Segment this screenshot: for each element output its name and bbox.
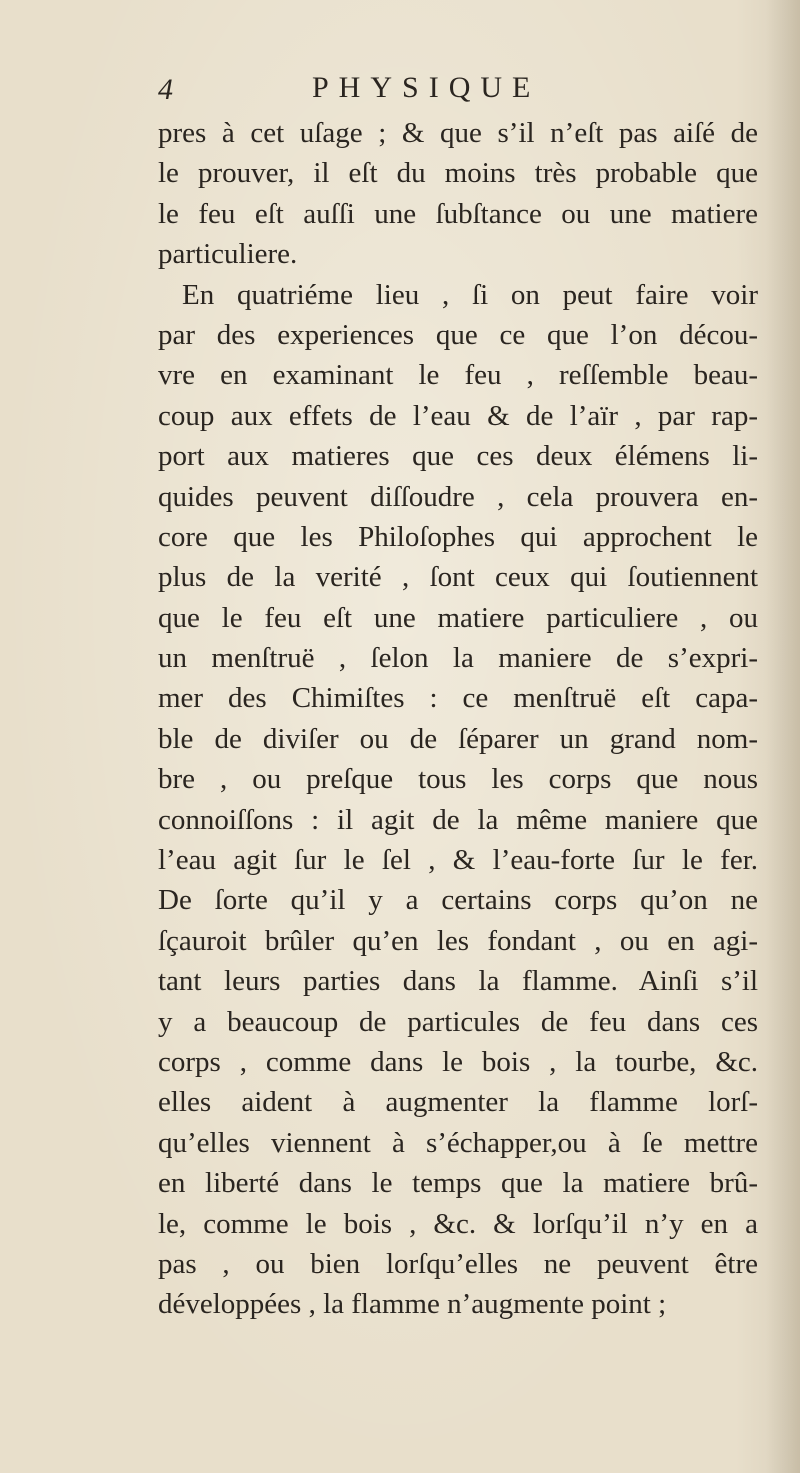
text-line: De ſorte qu’il y a certains corps qu’on ne bbox=[158, 884, 758, 917]
text-line: plus de la verité , ſont ceux qui ſoutiennent bbox=[158, 561, 758, 594]
text-line: En quatriéme lieu , ſi on peut faire voir bbox=[182, 278, 758, 311]
text-line: mer des Chimiſtes : ce menſtruë eſt capa- bbox=[158, 682, 758, 715]
text-line: ſçauroit brûler qu’en les fondant , ou en agi- bbox=[158, 924, 758, 957]
text-line: elles aident à augmenter la flamme lorſ- bbox=[158, 1086, 758, 1119]
text-line: connoiſſons : il agit de la même maniere que bbox=[158, 803, 758, 836]
text-line: bre , ou preſque tous les corps que nous bbox=[158, 763, 758, 796]
text-line: un menſtruë , ſelon la maniere de s’expri- bbox=[158, 642, 758, 675]
page-number: 4 bbox=[158, 73, 173, 106]
body-text bbox=[158, 113, 758, 1325]
text-line: particuliere. bbox=[158, 238, 298, 271]
text-line: coup aux effets de l’eau & de l’aïr , par rap- bbox=[158, 399, 758, 432]
running-head: PHYSIQUE bbox=[312, 71, 541, 104]
text-line: par des experiences que ce que l’on décou- bbox=[158, 318, 758, 351]
text-line: port aux matieres que ces deux élémens li- bbox=[158, 440, 758, 473]
text-line: ble de diviſer ou de ſéparer un grand nom- bbox=[158, 722, 758, 755]
text-line: quides peuvent diſſoudre , cela prouvera en- bbox=[158, 480, 758, 513]
text-line: le prouver, il eſt du moins très probable que bbox=[158, 157, 758, 190]
page-header bbox=[158, 70, 598, 114]
text-line: tant leurs parties dans la flamme. Ainſi s’il bbox=[158, 965, 758, 998]
text-line: développées , la flamme n’augmente point ; bbox=[158, 1288, 667, 1321]
text-line: core que les Philoſophes qui approchent le bbox=[158, 520, 758, 553]
text-line: en liberté dans le temps que la matiere brû- bbox=[158, 1167, 758, 1200]
text-line: pas , ou bien lorſqu’elles ne peuvent être bbox=[158, 1247, 758, 1280]
text-line: l’eau agit ſur le ſel , & l’eau-forte ſur le fer. bbox=[158, 844, 758, 877]
text-line: vre en examinant le feu , reſſemble beau- bbox=[158, 359, 758, 392]
text-line: le, comme le bois , &c. & lorſqu’il n’y en a bbox=[158, 1207, 758, 1240]
text-line: le feu eſt auſſi une ſubſtance ou une matiere bbox=[158, 197, 758, 230]
text-line: y a beaucoup de particules de feu dans ces bbox=[158, 1005, 758, 1038]
text-line: que le feu eſt une matiere particuliere , ou bbox=[158, 601, 758, 634]
text-line: pres à cet uſage ; & que s’il n’eſt pas aiſé de bbox=[158, 117, 758, 149]
text-line: qu’elles viennent à s’échapper,ou à ſe mettre bbox=[158, 1126, 758, 1159]
page-edge-shadow bbox=[766, 0, 800, 1473]
text-line: corps , comme dans le bois , la tourbe, &c. bbox=[158, 1045, 758, 1078]
